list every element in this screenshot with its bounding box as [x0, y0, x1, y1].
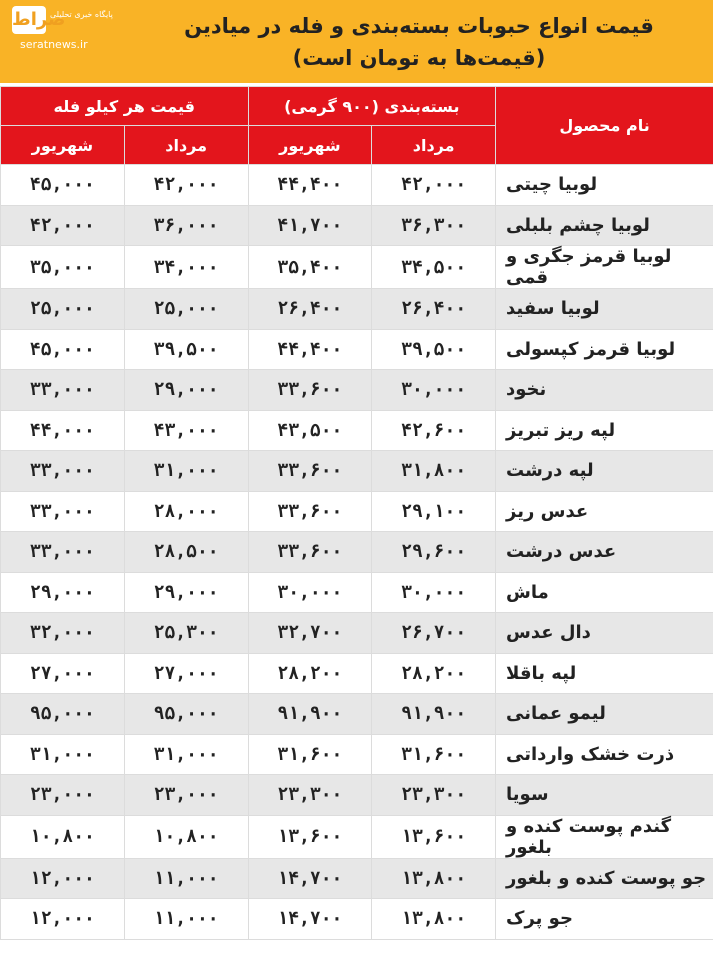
- cell-product-name: لوبیا سفید: [496, 289, 713, 330]
- cell-bulk-shahrivar: ۳۵,۰۰۰: [1, 246, 125, 289]
- table-row: [1, 410, 713, 451]
- page-title: [139, 10, 699, 74]
- cell-packaged-shahrivar: ۳۲,۷۰۰: [248, 613, 372, 654]
- cell-packaged-shahrivar: ۹۱,۹۰۰: [248, 694, 372, 735]
- cell-bulk-mordad: ۲۷,۰۰۰: [124, 653, 248, 694]
- header-product: نام محصول: [496, 87, 713, 165]
- header-bulk-mordad: مرداد: [124, 126, 248, 165]
- cell-product-name: گندم پوست کنده و بلغور: [496, 815, 713, 858]
- cell-packaged-mordad: ۳۹,۵۰۰: [372, 329, 496, 370]
- cell-packaged-mordad: ۱۳,۸۰۰: [372, 899, 496, 940]
- cell-product-name: دال عدس: [496, 613, 713, 654]
- cell-bulk-shahrivar: ۳۳,۰۰۰: [1, 370, 125, 411]
- cell-packaged-mordad: ۱۳,۸۰۰: [372, 858, 496, 899]
- table-row: [1, 329, 713, 370]
- cell-product-name: سویا: [496, 775, 713, 816]
- cell-packaged-mordad: ۲۶,۷۰۰: [372, 613, 496, 654]
- table-row: [1, 205, 713, 246]
- cell-bulk-shahrivar: ۳۲,۰۰۰: [1, 613, 125, 654]
- cell-packaged-shahrivar: ۲۸,۲۰۰: [248, 653, 372, 694]
- cell-packaged-mordad: ۳۰,۰۰۰: [372, 370, 496, 411]
- cell-packaged-shahrivar: ۱۳,۶۰۰: [248, 815, 372, 858]
- table-row: [1, 165, 713, 206]
- table-row: [1, 734, 713, 775]
- cell-product-name: عدس ریز: [496, 491, 713, 532]
- cell-bulk-mordad: ۹۵,۰۰۰: [124, 694, 248, 735]
- cell-product-name: لپه درشت: [496, 451, 713, 492]
- cell-bulk-mordad: ۳۱,۰۰۰: [124, 451, 248, 492]
- cell-packaged-shahrivar: ۳۳,۶۰۰: [248, 451, 372, 492]
- table-row: [1, 572, 713, 613]
- cell-product-name: عدس درشت: [496, 532, 713, 573]
- cell-product-name: ماش: [496, 572, 713, 613]
- cell-product-name: لپه باقلا: [496, 653, 713, 694]
- cell-product-name: ذرت خشک وارداتی: [496, 734, 713, 775]
- cell-bulk-shahrivar: ۳۳,۰۰۰: [1, 532, 125, 573]
- cell-product-name: لوبیا چیتی: [496, 165, 713, 206]
- cell-product-name: لوبیا چشم بلبلی: [496, 205, 713, 246]
- table-row: [1, 491, 713, 532]
- table-row: [1, 246, 713, 289]
- cell-bulk-mordad: ۲۵,۰۰۰: [124, 289, 248, 330]
- cell-packaged-shahrivar: ۴۴,۴۰۰: [248, 329, 372, 370]
- cell-packaged-mordad: ۲۹,۱۰۰: [372, 491, 496, 532]
- cell-packaged-shahrivar: ۲۶,۴۰۰: [248, 289, 372, 330]
- table-row: [1, 858, 713, 899]
- table-row: [1, 289, 713, 330]
- cell-packaged-shahrivar: ۴۱,۷۰۰: [248, 205, 372, 246]
- cell-packaged-shahrivar: ۴۴,۴۰۰: [248, 165, 372, 206]
- cell-bulk-shahrivar: ۳۳,۰۰۰: [1, 451, 125, 492]
- cell-bulk-mordad: ۲۳,۰۰۰: [124, 775, 248, 816]
- header-banner: [0, 0, 713, 83]
- cell-bulk-shahrivar: ۲۹,۰۰۰: [1, 572, 125, 613]
- cell-bulk-mordad: ۲۵,۳۰۰: [124, 613, 248, 654]
- cell-packaged-shahrivar: ۴۳,۵۰۰: [248, 410, 372, 451]
- cell-packaged-mordad: ۲۸,۲۰۰: [372, 653, 496, 694]
- site-logo[interactable]: [4, 4, 114, 54]
- cell-bulk-shahrivar: ۱۲,۰۰۰: [1, 858, 125, 899]
- cell-packaged-mordad: ۲۳,۳۰۰: [372, 775, 496, 816]
- cell-packaged-mordad: ۲۹,۶۰۰: [372, 532, 496, 573]
- cell-bulk-mordad: ۱۱,۰۰۰: [124, 858, 248, 899]
- header-packaged-shahrivar: شهریور: [248, 126, 372, 165]
- cell-bulk-shahrivar: ۱۰,۸۰۰: [1, 815, 125, 858]
- cell-packaged-shahrivar: ۱۴,۷۰۰: [248, 899, 372, 940]
- logo-url: seratnews.ir: [20, 38, 88, 51]
- cell-bulk-shahrivar: ۴۵,۰۰۰: [1, 329, 125, 370]
- cell-bulk-shahrivar: ۲۵,۰۰۰: [1, 289, 125, 330]
- cell-packaged-shahrivar: ۲۳,۳۰۰: [248, 775, 372, 816]
- table-row: [1, 815, 713, 858]
- cell-product-name: جو پوست کنده و بلغور: [496, 858, 713, 899]
- cell-packaged-mordad: ۳۰,۰۰۰: [372, 572, 496, 613]
- cell-product-name: لوبیا قرمز جگری و قمی: [496, 246, 713, 289]
- cell-packaged-mordad: ۳۴,۵۰۰: [372, 246, 496, 289]
- cell-packaged-mordad: ۳۱,۸۰۰: [372, 451, 496, 492]
- cell-bulk-shahrivar: ۴۴,۰۰۰: [1, 410, 125, 451]
- header-bulk-shahrivar: شهریور: [1, 126, 125, 165]
- title-line-2: (قیمت‌ها به تومان است): [292, 46, 546, 70]
- cell-bulk-mordad: ۲۸,۰۰۰: [124, 491, 248, 532]
- cell-bulk-mordad: ۱۰,۸۰۰: [124, 815, 248, 858]
- logo-mark: صراط: [12, 6, 46, 34]
- cell-packaged-shahrivar: ۳۳,۶۰۰: [248, 491, 372, 532]
- cell-bulk-shahrivar: ۳۱,۰۰۰: [1, 734, 125, 775]
- table-row: [1, 775, 713, 816]
- cell-product-name: جو پرک: [496, 899, 713, 940]
- table-row: [1, 899, 713, 940]
- header-packaged: بسته‌بندی (۹۰۰ گرمی): [248, 87, 496, 126]
- cell-bulk-shahrivar: ۴۵,۰۰۰: [1, 165, 125, 206]
- cell-packaged-shahrivar: ۱۴,۷۰۰: [248, 858, 372, 899]
- table-row: [1, 532, 713, 573]
- cell-bulk-shahrivar: ۳۳,۰۰۰: [1, 491, 125, 532]
- cell-bulk-shahrivar: ۱۲,۰۰۰: [1, 899, 125, 940]
- cell-bulk-mordad: ۲۸,۵۰۰: [124, 532, 248, 573]
- cell-product-name: لپه ریز تبریز: [496, 410, 713, 451]
- cell-bulk-mordad: ۳۹,۵۰۰: [124, 329, 248, 370]
- table-row: [1, 370, 713, 411]
- cell-bulk-shahrivar: ۲۳,۰۰۰: [1, 775, 125, 816]
- table-row: [1, 653, 713, 694]
- cell-packaged-shahrivar: ۳۱,۶۰۰: [248, 734, 372, 775]
- cell-packaged-mordad: ۳۶,۳۰۰: [372, 205, 496, 246]
- cell-bulk-shahrivar: ۴۲,۰۰۰: [1, 205, 125, 246]
- header-packaged-mordad: مرداد: [372, 126, 496, 165]
- cell-packaged-shahrivar: ۳۳,۶۰۰: [248, 370, 372, 411]
- cell-packaged-shahrivar: ۳۵,۴۰۰: [248, 246, 372, 289]
- cell-packaged-mordad: ۹۱,۹۰۰: [372, 694, 496, 735]
- cell-bulk-mordad: ۳۴,۰۰۰: [124, 246, 248, 289]
- cell-product-name: نخود: [496, 370, 713, 411]
- cell-bulk-mordad: ۳۱,۰۰۰: [124, 734, 248, 775]
- cell-bulk-mordad: ۴۲,۰۰۰: [124, 165, 248, 206]
- cell-bulk-mordad: ۴۳,۰۰۰: [124, 410, 248, 451]
- cell-product-name: لیمو عمانی: [496, 694, 713, 735]
- cell-bulk-mordad: ۲۹,۰۰۰: [124, 572, 248, 613]
- cell-packaged-shahrivar: ۳۳,۶۰۰: [248, 532, 372, 573]
- cell-bulk-mordad: ۱۱,۰۰۰: [124, 899, 248, 940]
- header-bulk: قیمت هر کیلو فله: [1, 87, 249, 126]
- logo-tagline: پایگاه خبری تحلیلی: [50, 10, 113, 19]
- cell-packaged-mordad: ۱۳,۶۰۰: [372, 815, 496, 858]
- cell-packaged-mordad: ۴۲,۶۰۰: [372, 410, 496, 451]
- cell-packaged-mordad: ۴۲,۰۰۰: [372, 165, 496, 206]
- cell-bulk-mordad: ۳۶,۰۰۰: [124, 205, 248, 246]
- price-table: [0, 86, 713, 940]
- table-row: [1, 694, 713, 735]
- cell-bulk-shahrivar: ۲۷,۰۰۰: [1, 653, 125, 694]
- cell-bulk-shahrivar: ۹۵,۰۰۰: [1, 694, 125, 735]
- table-row: [1, 613, 713, 654]
- cell-bulk-mordad: ۲۹,۰۰۰: [124, 370, 248, 411]
- table-row: [1, 451, 713, 492]
- title-line-1: قیمت انواع حبوبات بسته‌بندی و فله در میادین: [184, 14, 654, 38]
- cell-packaged-mordad: ۳۱,۶۰۰: [372, 734, 496, 775]
- cell-product-name: لوبیا قرمز کپسولی: [496, 329, 713, 370]
- cell-packaged-shahrivar: ۳۰,۰۰۰: [248, 572, 372, 613]
- cell-packaged-mordad: ۲۶,۴۰۰: [372, 289, 496, 330]
